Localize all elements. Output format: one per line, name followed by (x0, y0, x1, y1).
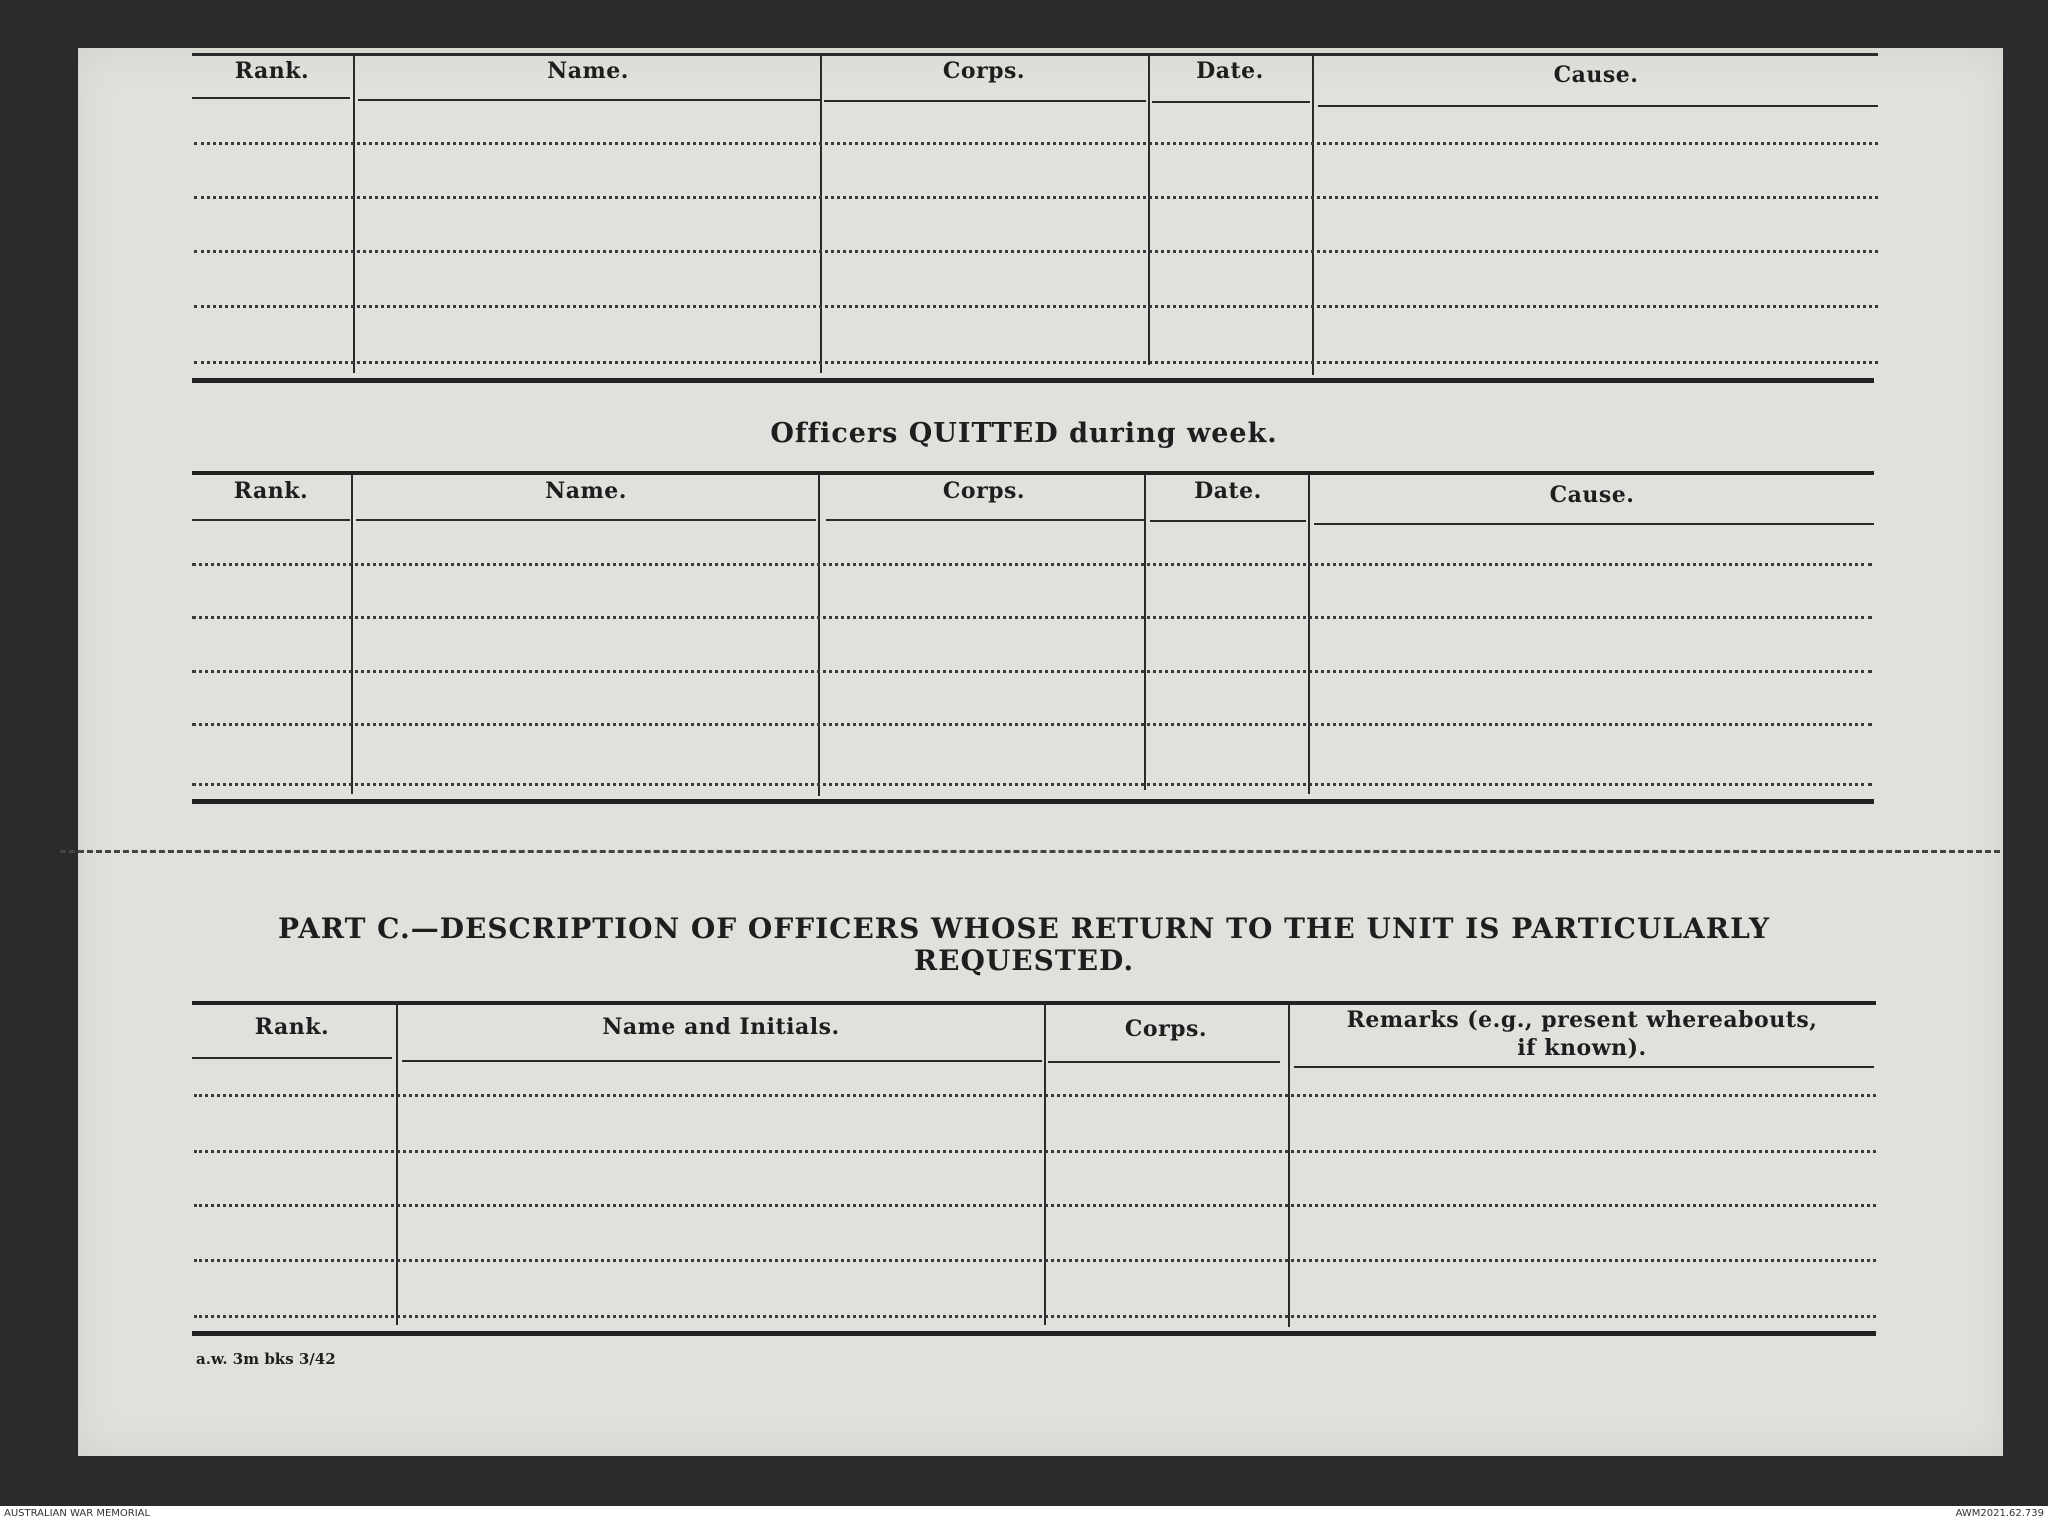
section-a-header-corps: Corps. (942, 58, 1026, 84)
section-a-entry-line (194, 142, 1878, 145)
part-c-entry-line (194, 1259, 1876, 1262)
section-b-header-date: Date. (1194, 478, 1262, 504)
archive-credit: AUSTRALIAN WAR MEMORIAL (4, 1508, 151, 1519)
section-a-column-divider (1148, 55, 1150, 365)
section-a-header-rank: Rank. (234, 58, 310, 84)
section-b-column-divider (351, 474, 353, 794)
section-a-entry-line (194, 305, 1878, 308)
perforation-line (60, 850, 2000, 853)
section-b-entry-line (192, 723, 1872, 726)
section-a-header-underline (1152, 101, 1310, 103)
part-c-top-rule (192, 1001, 1876, 1005)
part-c-column-divider (1288, 1005, 1290, 1327)
section-b-header-underline (826, 519, 1144, 521)
section-b-bottom-rule (192, 799, 1874, 804)
section-b-header-underline (1314, 523, 1874, 525)
section-a-top-rule (192, 53, 1878, 56)
section-b-title: Officers QUITTED during week. (770, 418, 1278, 449)
section-a-column-divider (1312, 55, 1314, 375)
section-a-header-underline (1318, 105, 1878, 107)
part-c-header-underline (192, 1057, 392, 1059)
section-a-entry-line (194, 196, 1878, 199)
section-a-header-name: Name. (547, 58, 629, 84)
section-b-header-underline (1150, 520, 1306, 522)
section-a-header-underline (358, 99, 820, 101)
section-a-bottom-rule (192, 378, 1874, 383)
section-b-header-corps: Corps. (942, 478, 1026, 504)
part-c-entry-line (194, 1150, 1876, 1153)
part-c-bottom-rule (192, 1331, 1876, 1336)
part-c-entry-line (194, 1204, 1876, 1207)
section-b-header-underline (356, 519, 816, 521)
part-c-header-underline (1048, 1061, 1280, 1063)
section-b-entry-line (192, 563, 1872, 566)
section-a-header-underline (192, 97, 350, 99)
section-a-header-cause: Cause. (1553, 62, 1639, 88)
section-b-entry-line (192, 616, 1872, 619)
part-c-header-rank: Rank. (254, 1014, 330, 1040)
part-c-entry-line (194, 1315, 1876, 1318)
part-c-title: PART C.—DESCRIPTION OF OFFICERS WHOSE RETURN TO THE UNIT IS PARTICULARLY (278, 912, 1770, 945)
section-b-column-divider (818, 474, 820, 796)
part-c-header-remarks: Remarks (e.g., present whereabouts, (1346, 1007, 1818, 1033)
part-c-title-line2: REQUESTED. (913, 944, 1135, 977)
archive-reference: AWM2021.62.739 (1955, 1508, 2044, 1519)
section-b-entry-line (192, 783, 1872, 786)
section-a-header-date: Date. (1196, 58, 1264, 84)
part-c-column-divider (1044, 1003, 1046, 1325)
part-c-header-underline (1294, 1066, 1874, 1068)
section-b-header-name: Name. (545, 478, 627, 504)
section-a-header-underline (824, 100, 1146, 102)
section-b-column-divider (1308, 474, 1310, 794)
part-c-header-corps: Corps. (1124, 1016, 1208, 1042)
section-b-header-underline (192, 519, 350, 521)
section-b-header-cause: Cause. (1549, 482, 1635, 508)
part-c-entry-line (194, 1094, 1876, 1097)
form-printer-code: a.w. 3m bks 3/42 (196, 1350, 336, 1368)
section-b-entry-line (192, 670, 1872, 673)
part-c-header-underline (402, 1060, 1042, 1062)
section-a-entry-line (194, 250, 1878, 253)
section-a-entry-line (194, 361, 1878, 364)
section-a-column-divider (820, 55, 822, 373)
archive-footer (0, 1506, 2048, 1522)
part-c-header-remarks-line2: if known). (1517, 1035, 1647, 1061)
part-c-header-name: Name and Initials. (602, 1014, 840, 1040)
section-a-column-divider (353, 55, 355, 373)
section-b-column-divider (1144, 474, 1146, 790)
form-page (78, 48, 2003, 1456)
section-b-header-rank: Rank. (233, 478, 309, 504)
section-b-top-rule (192, 471, 1874, 475)
part-c-column-divider (396, 1003, 398, 1325)
